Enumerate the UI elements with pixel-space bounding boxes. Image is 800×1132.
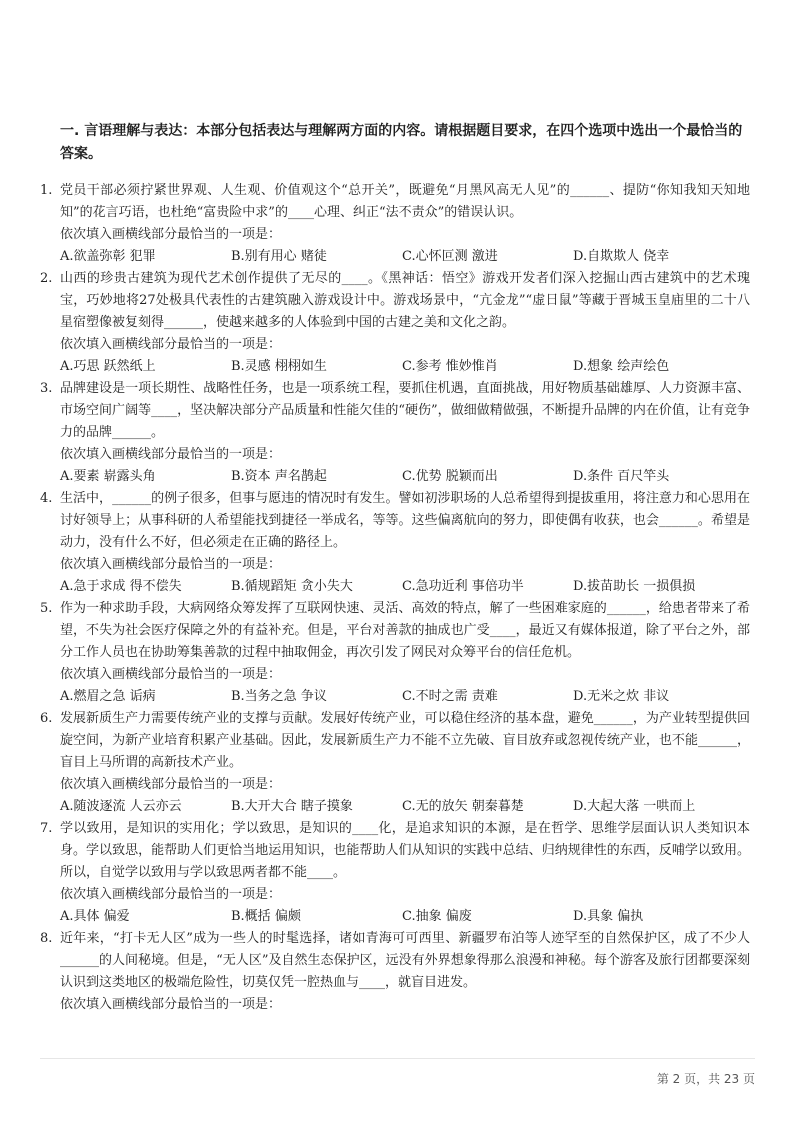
question-number: 8. <box>40 931 53 946</box>
question-text: 党员干部必须拧紧世界观、人生观、价值观这个“总开关”，既避免“月黑风高无人见”的______、提防“你知我知天知地知”的花言巧语，也杜绝“富贵险中求”的____心理、纠正“法不责众”的错误认识。 <box>60 183 750 220</box>
question-stem <box>40 180 750 224</box>
section-heading: 一. 言语理解与表达：本部分包括表达与理解两方面的内容。请根据题目要求，在四个选项中选出一个最恰当的答案。 <box>60 123 743 162</box>
answer-option: A.燃眉之急 诟病 <box>60 689 156 704</box>
answer-option: C.不时之需 责难 <box>402 689 498 704</box>
question-item <box>40 708 750 818</box>
question-item <box>40 818 750 928</box>
answer-option: A.要素 崭露头角 <box>60 469 156 484</box>
question-number: 5. <box>40 601 53 616</box>
question-item <box>40 598 750 708</box>
answer-option: D.无米之炊 非议 <box>573 689 670 704</box>
question-item <box>40 268 750 378</box>
question-item <box>40 488 750 598</box>
answer-option: B.循规蹈矩 贪小失大 <box>231 579 353 594</box>
question-number: 2. <box>40 271 53 286</box>
page-number: 第 2 页，共 23 页 <box>656 1072 755 1086</box>
answer-option: B.大开大合 瞎子摸象 <box>231 799 353 814</box>
question-text: 作为一种求助手段，大病网络众筹发挥了互联网快速、灵活、高效的特点，解了一些困难家庭的______，给患者带来了希望，不失为社会医疗保障之外的有益补充。但是，平台对善款的抽成也广受____，最近又有媒体报道，除了平台之外，部分工作人员也在协助筹集善款的过程中抽取佣金，再次引发了网民对众筹平台的信任危机。 <box>60 601 750 660</box>
answer-option: C.参考 惟妙惟肖 <box>402 359 498 374</box>
question-number: 6. <box>40 711 53 726</box>
answer-option: A.随波逐流 人云亦云 <box>60 799 182 814</box>
answer-option: B.概括 偏颇 <box>231 909 301 924</box>
answer-option: C.急功近利 事倍功半 <box>402 579 524 594</box>
question-prompt: 依次填入画横线部分最恰当的一项是： <box>60 667 282 682</box>
question-item <box>40 180 750 268</box>
question-stem <box>40 598 750 664</box>
answer-option: D.自欺欺人 侥幸 <box>573 249 670 264</box>
answer-option: D.具象 偏执 <box>573 909 644 924</box>
question-text: 学以致用，是知识的实用化；学以致思，是知识的____化，是追求知识的本源，是在哲学、思维学层面认识人类知识本身。学以致思，能帮助人们更恰当地运用知识，也能帮助人们从知识的实践中总结、归纳规律性的东西，反哺学以致用。所以，自觉学以致用与学以致思两者都不能____。 <box>60 821 750 880</box>
question-number: 3. <box>40 381 53 396</box>
answer-options <box>40 576 750 598</box>
question-item <box>40 928 750 1016</box>
answer-options <box>40 466 750 488</box>
answer-option: C.优势 脱颖而出 <box>402 469 498 484</box>
question-text: 近年来，“打卡无人区”成为一些人的时髦选择，诸如青海可可西里、新疆罗布泊等人迹罕至的自然保护区，成了不少人______的人间秘境。但是，“无人区”及自然生态保护区，远没有外界想象得那么浪漫和神秘。每个游客及旅行团都要深刻认识到这类地区的极端危险性，切莫仅凭一腔热血与____，就盲目进发。 <box>60 931 750 990</box>
answer-options <box>40 686 750 708</box>
question-stem <box>40 818 750 884</box>
question-stem <box>40 708 750 774</box>
question-stem <box>40 928 750 994</box>
answer-option: A.具体 偏爱 <box>60 909 130 924</box>
question-text: 山西的珍贵古建筑为现代艺术创作提供了无尽的____。《黑神话：悟空》游戏开发者们深入挖掘山西古建筑中的艺术瑰宝，巧妙地将27处极具代表性的古建筑融入游戏设计中。游戏场景中，“亢金龙”“虚日鼠”等藏于晋城玉皇庙里的二十八星宿塑像被复刻得______，使越来越多的人体验到中国的古建之美和文化之韵。 <box>60 271 750 330</box>
question-number: 7. <box>40 821 53 836</box>
question-stem <box>40 378 750 444</box>
answer-option: B.别有用心 赌徒 <box>231 249 327 264</box>
answer-option: D.拔苗助长 一损俱损 <box>573 579 696 594</box>
answer-options <box>40 796 750 818</box>
answer-option: D.条件 百尺竿头 <box>573 469 670 484</box>
answer-option: D.想象 绘声绘色 <box>573 359 670 374</box>
question-prompt: 依次填入画横线部分最恰当的一项是： <box>60 557 282 572</box>
answer-options <box>40 906 750 928</box>
question-prompt: 依次填入画横线部分最恰当的一项是： <box>60 227 282 242</box>
answer-option: B.灵感 栩栩如生 <box>231 359 327 374</box>
question-text: 生活中，______的例子很多，但事与愿违的情况时有发生。譬如初涉职场的人总希望得到提拔重用，将注意力和心思用在讨好领导上；从事科研的人希望能找到捷径一举成名，等等。这些偏离航向的努力，即使偶有收获，也会______。希望是动力，没有什么不好，但必须走在正确的路径上。 <box>60 491 750 550</box>
answer-option: C.无的放矢 朝秦暮楚 <box>402 799 524 814</box>
question-prompt: 依次填入画横线部分最恰当的一项是： <box>60 337 282 352</box>
question-number: 1. <box>40 183 53 198</box>
question-stem <box>40 488 750 554</box>
answer-option: B.资本 声名鹊起 <box>231 469 327 484</box>
answer-option: B.当务之急 争议 <box>231 689 327 704</box>
answer-options <box>40 246 750 268</box>
answer-option: A.急于求成 得不偿失 <box>60 579 182 594</box>
answer-option: A.巧思 跃然纸上 <box>60 359 156 374</box>
question-prompt: 依次填入画横线部分最恰当的一项是： <box>60 447 282 462</box>
question-text: 发展新质生产力需要传统产业的支撑与贡献。发展好传统产业，可以稳住经济的基本盘，避免______，为产业转型提供回旋空间，为新产业培育积累产业基础。因此，发展新质生产力不能不立先破、盲目放弃或忽视传统产业，也不能______，盲目上马所谓的高新技术产业。 <box>60 711 750 770</box>
question-text: 品牌建设是一项长期性、战略性任务，也是一项系统工程，要抓住机遇，直面挑战，用好物质基础雄厚、人力资源丰富、市场空间广阔等____，坚决解决部分产品质量和性能欠佳的“硬伤”，做细做精做强，不断提升品牌的内在价值，让有竞争力的品牌______。 <box>60 381 750 440</box>
question-prompt: 依次填入画横线部分最恰当的一项是： <box>60 997 282 1012</box>
question-prompt: 依次填入画横线部分最恰当的一项是： <box>60 887 282 902</box>
answer-options <box>40 356 750 378</box>
answer-option: C.抽象 偏废 <box>402 909 472 924</box>
question-list <box>40 180 750 1016</box>
answer-option: D.大起大落 一哄而上 <box>573 799 696 814</box>
question-stem <box>40 268 750 334</box>
answer-option: A.欲盖弥彰 犯罪 <box>60 249 156 264</box>
footer-divider <box>40 1058 755 1059</box>
question-item <box>40 378 750 488</box>
answer-option: C.心怀叵测 激进 <box>402 249 498 264</box>
question-number: 4. <box>40 491 53 506</box>
question-prompt: 依次填入画横线部分最恰当的一项是： <box>60 777 282 792</box>
